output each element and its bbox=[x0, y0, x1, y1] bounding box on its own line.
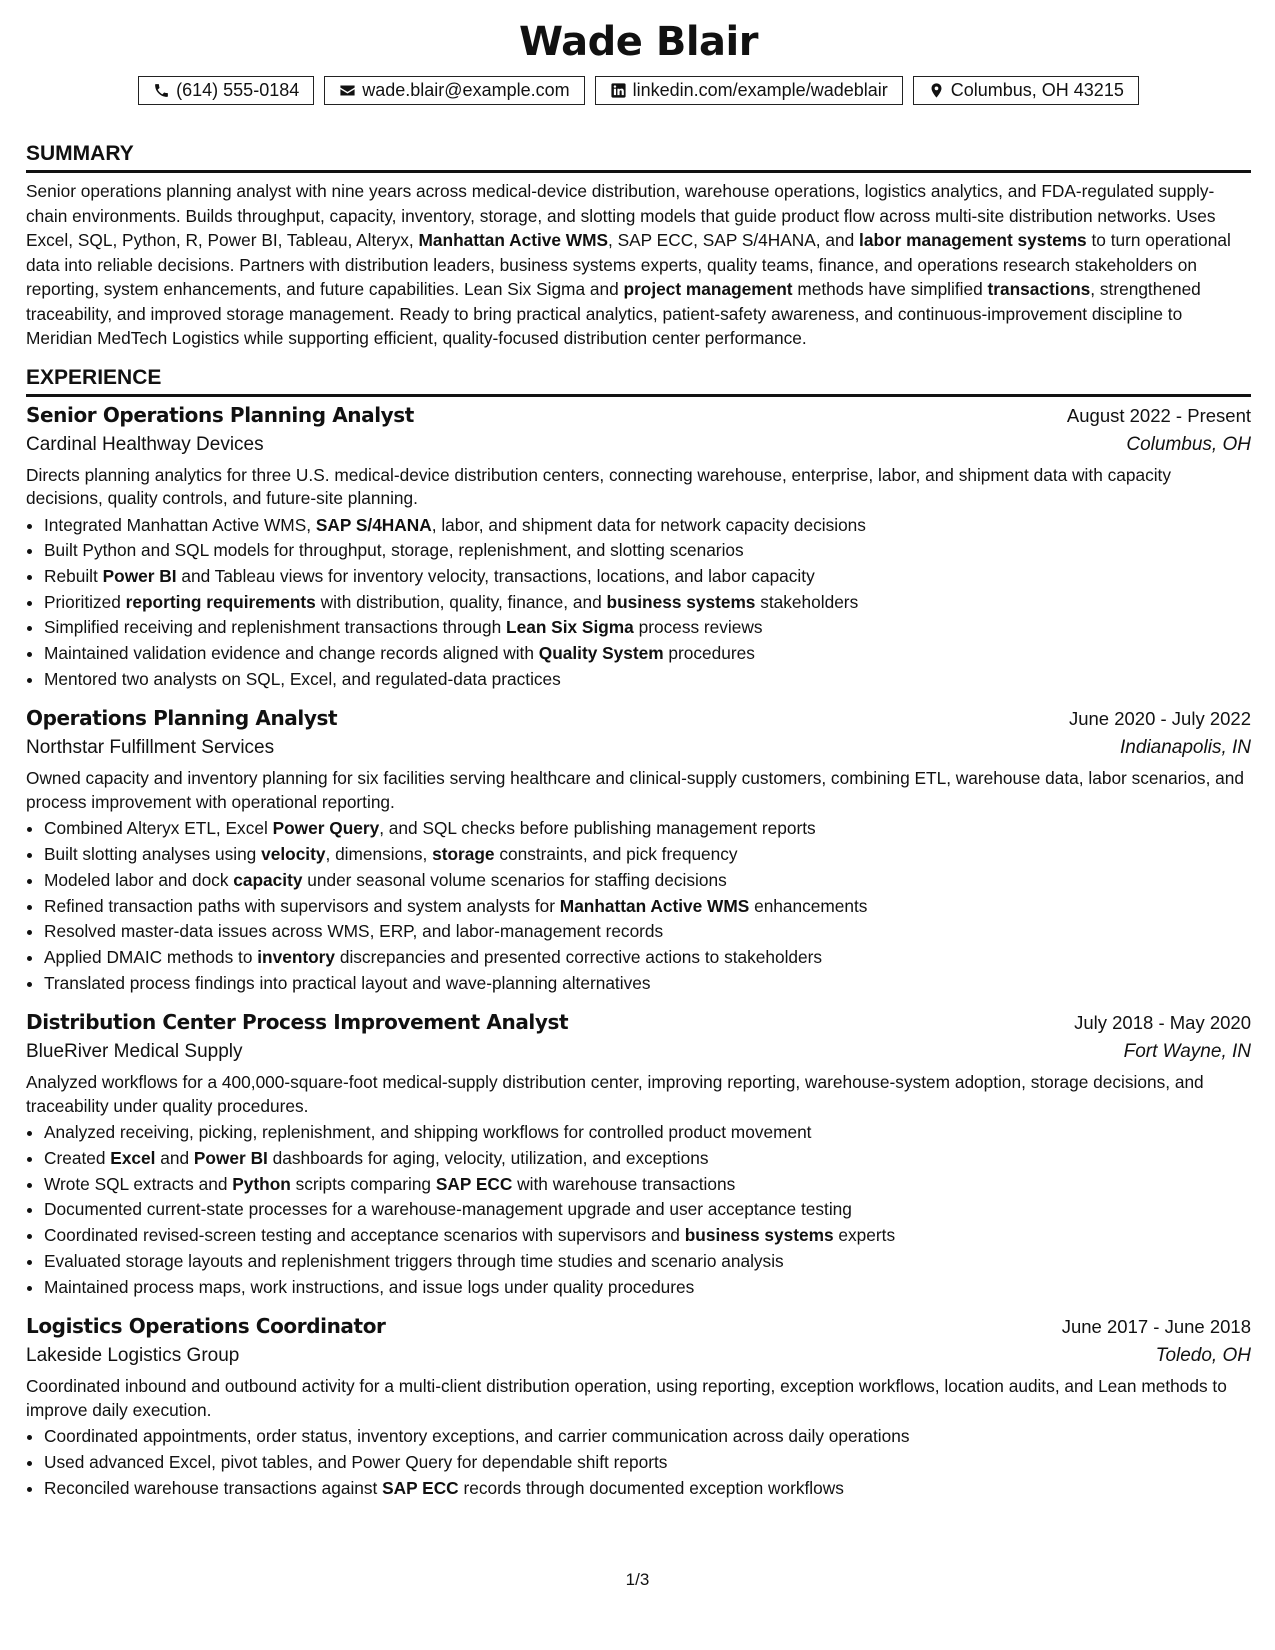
summary-text: Senior operations planning analyst with nine years across medical-device distribution, warehouse operations, logistics analytics, and FDA-regulated supply-chain environments. Builds throughput, capacity, inventory, storage, and slotting models that guide product flow across multi-site distribution networks. Uses Excel, SQL, Python, R, Power BI, Tableau, Alteryx, Manhattan Active WMS, SAP ECC, SAP S/4HANA, and labor management systems to turn operational data into reliable decisions. Partners with distribution leaders, business systems experts, quality teams, finance, and operations research stakeholders on reporting, system enhancements, and future capabilities. Lean Six Sigma and project management methods have simplified transactions, strengthened traceability, and improved storage management. Ready to bring practical analytics, patient-safety awareness, and continuous-improvement discipline to Meridian MedTech Logistics while supporting efficient, quality-focused distribution center performance. bbox=[26, 181, 1231, 348]
bullet-item: • Used advanced Excel, pivot tables, and Power Query for dependable shift reports bbox=[44, 1450, 1251, 1476]
job-subheader bbox=[26, 430, 1251, 459]
job-header bbox=[26, 1312, 1251, 1341]
bullet-item: • Maintained validation evidence and change records aligned with Quality System procedures bbox=[44, 641, 1251, 667]
company-name: Lakeside Logistics Group bbox=[26, 1345, 240, 1367]
company-name: Cardinal Healthway Devices bbox=[26, 433, 264, 455]
company-name: Northstar Fulfillment Services bbox=[26, 737, 275, 759]
job-location: Toledo, OH bbox=[1155, 1345, 1251, 1367]
bullet-item: • Documented current-state processes for a warehouse-management upgrade and user acceptance testing bbox=[44, 1197, 1251, 1223]
job-dates: July 2018 - May 2020 bbox=[1074, 1012, 1251, 1034]
job-header bbox=[26, 1008, 1251, 1037]
map-pin-icon bbox=[928, 82, 945, 99]
job-entry bbox=[26, 401, 1251, 693]
bullet-item: • Integrated Manhattan Active WMS, SAP S/4HANA, labor, and shipment data for network capacity decisions bbox=[44, 513, 1251, 539]
phone-icon bbox=[153, 82, 170, 99]
job-bullets bbox=[26, 1424, 1251, 1501]
email-chip[interactable] bbox=[324, 76, 584, 105]
job-header bbox=[26, 704, 1251, 733]
job-list bbox=[26, 401, 1251, 1502]
job-location: Fort Wayne, IN bbox=[1123, 1041, 1251, 1063]
linkedin-icon bbox=[610, 82, 627, 99]
bullet-item: • Prioritized reporting requirements with distribution, quality, finance, and business systems stakeholders bbox=[44, 590, 1251, 616]
job-location: Columbus, OH bbox=[1126, 433, 1251, 455]
bullet-item: • Translated process findings into practical layout and wave-planning alternatives bbox=[44, 971, 1251, 997]
bullet-item: • Wrote SQL extracts and Python scripts comparing SAP ECC with warehouse transactions bbox=[44, 1172, 1251, 1198]
bullet-item: • Maintained process maps, work instructions, and issue logs under quality procedures bbox=[44, 1275, 1251, 1301]
bullet-item: • Modeled labor and dock capacity under seasonal volume scenarios for staffing decisions bbox=[44, 868, 1251, 894]
job-dates: June 2020 - July 2022 bbox=[1068, 708, 1251, 730]
email-text: wade.blair@example.com bbox=[362, 80, 570, 100]
job-title: Logistics Operations Coordinator bbox=[26, 1314, 386, 1339]
bullet-item: • Coordinated revised-screen testing and acceptance scenarios with supervisors and business systems experts bbox=[44, 1223, 1251, 1249]
job-subheader bbox=[26, 1341, 1251, 1370]
job-entry bbox=[26, 1008, 1251, 1300]
bullet-item: • Built Python and SQL models for throughput, storage, replenishment, and slotting scenarios bbox=[44, 538, 1251, 564]
job-bullets bbox=[26, 1120, 1251, 1300]
experience-heading: EXPERIENCE bbox=[26, 365, 162, 389]
bullet-item: • Reconciled warehouse transactions against SAP ECC records through documented exception workflows bbox=[44, 1476, 1251, 1502]
linkedin-chip[interactable] bbox=[595, 76, 903, 105]
bullet-item: • Evaluated storage layouts and replenishment triggers through time studies and scenario analysis bbox=[44, 1249, 1251, 1275]
job-dates: August 2022 - Present bbox=[1066, 404, 1251, 426]
phone-chip[interactable] bbox=[138, 76, 314, 105]
bullet-item: • Refined transaction paths with supervisors and system analysts for Manhattan Active WMS enhancements bbox=[44, 894, 1251, 920]
envelope-icon bbox=[339, 82, 356, 99]
phone-text: (614) 555-0184 bbox=[176, 80, 300, 100]
experience-divider bbox=[26, 394, 1251, 397]
experience-section bbox=[26, 365, 1251, 1502]
bullet-item: • Created Excel and Power BI dashboards for aging, velocity, utilization, and exceptions bbox=[44, 1146, 1251, 1172]
summary-divider bbox=[26, 170, 1251, 173]
bullet-item: • Resolved master-data issues across WMS, ERP, and labor-management records bbox=[44, 919, 1251, 945]
job-header bbox=[26, 401, 1251, 430]
candidate-name: Wade Blair bbox=[518, 19, 758, 65]
job-description: Directs planning analytics for three U.S. medical-device distribution centers, connecting warehouse, enterprise, labor, and shipment data with capacity decisions, quality controls, and future-site planning. bbox=[26, 464, 1172, 508]
bullet-item: • Mentored two analysts on SQL, Excel, and regulated-data practices bbox=[44, 667, 1251, 693]
job-description: Owned capacity and inventory planning for six facilities serving healthcare and clinical-supply customers, combining ETL, warehouse data, labor scenarios, and process improvement with operational reporting. bbox=[26, 768, 1245, 812]
job-description: Analyzed workflows for a 400,000-square-foot medical-supply distribution center, improving reporting, warehouse-system adoption, storage decisions, and traceability under quality procedures. bbox=[26, 1072, 1204, 1116]
job-subheader bbox=[26, 733, 1251, 762]
bullet-item: • Built slotting analyses using velocity, dimensions, storage constraints, and pick frequency bbox=[44, 842, 1251, 868]
job-description: Coordinated inbound and outbound activity for a multi-client distribution operation, using reporting, exception workflows, location audits, and Lean methods to improve daily execution. bbox=[26, 1376, 1227, 1420]
bullet-item: • Combined Alteryx ETL, Excel Power Query, and SQL checks before publishing management reports bbox=[44, 816, 1251, 842]
job-dates: June 2017 - June 2018 bbox=[1061, 1316, 1251, 1338]
bullet-item: • Rebuilt Power BI and Tableau views for inventory velocity, transactions, locations, and labor capacity bbox=[44, 564, 1251, 590]
summary-section bbox=[26, 141, 1251, 351]
job-subheader bbox=[26, 1037, 1251, 1066]
bullet-item: • Applied DMAIC methods to inventory discrepancies and presented corrective actions to stakeholders bbox=[44, 945, 1251, 971]
job-bullets bbox=[26, 513, 1251, 693]
summary-heading: SUMMARY bbox=[26, 142, 134, 165]
bullet-item: • Coordinated appointments, order status, inventory exceptions, and carrier communication across daily operations bbox=[44, 1424, 1251, 1450]
job-entry bbox=[26, 1312, 1251, 1501]
address-chip[interactable] bbox=[913, 76, 1139, 105]
address-text: Columbus, OH 43215 bbox=[950, 80, 1124, 100]
job-location: Indianapolis, IN bbox=[1120, 737, 1251, 759]
company-name: BlueRiver Medical Supply bbox=[26, 1041, 243, 1063]
job-title: Operations Planning Analyst bbox=[26, 706, 338, 731]
job-title: Distribution Center Process Improvement Analyst bbox=[26, 1010, 569, 1035]
bullet-item: • Simplified receiving and replenishment transactions through Lean Six Sigma process reviews bbox=[44, 615, 1251, 641]
page-number: 1/3 bbox=[625, 1570, 650, 1589]
bullet-item: • Analyzed receiving, picking, replenishment, and shipping workflows for controlled product movement bbox=[44, 1120, 1251, 1146]
job-title: Senior Operations Planning Analyst bbox=[26, 402, 414, 427]
linkedin-text: linkedin.com/example/wadeblair bbox=[632, 80, 888, 100]
contact-bar bbox=[26, 76, 1251, 105]
job-entry bbox=[26, 704, 1251, 996]
job-bullets bbox=[26, 816, 1251, 996]
resume-page bbox=[26, 18, 1251, 1501]
